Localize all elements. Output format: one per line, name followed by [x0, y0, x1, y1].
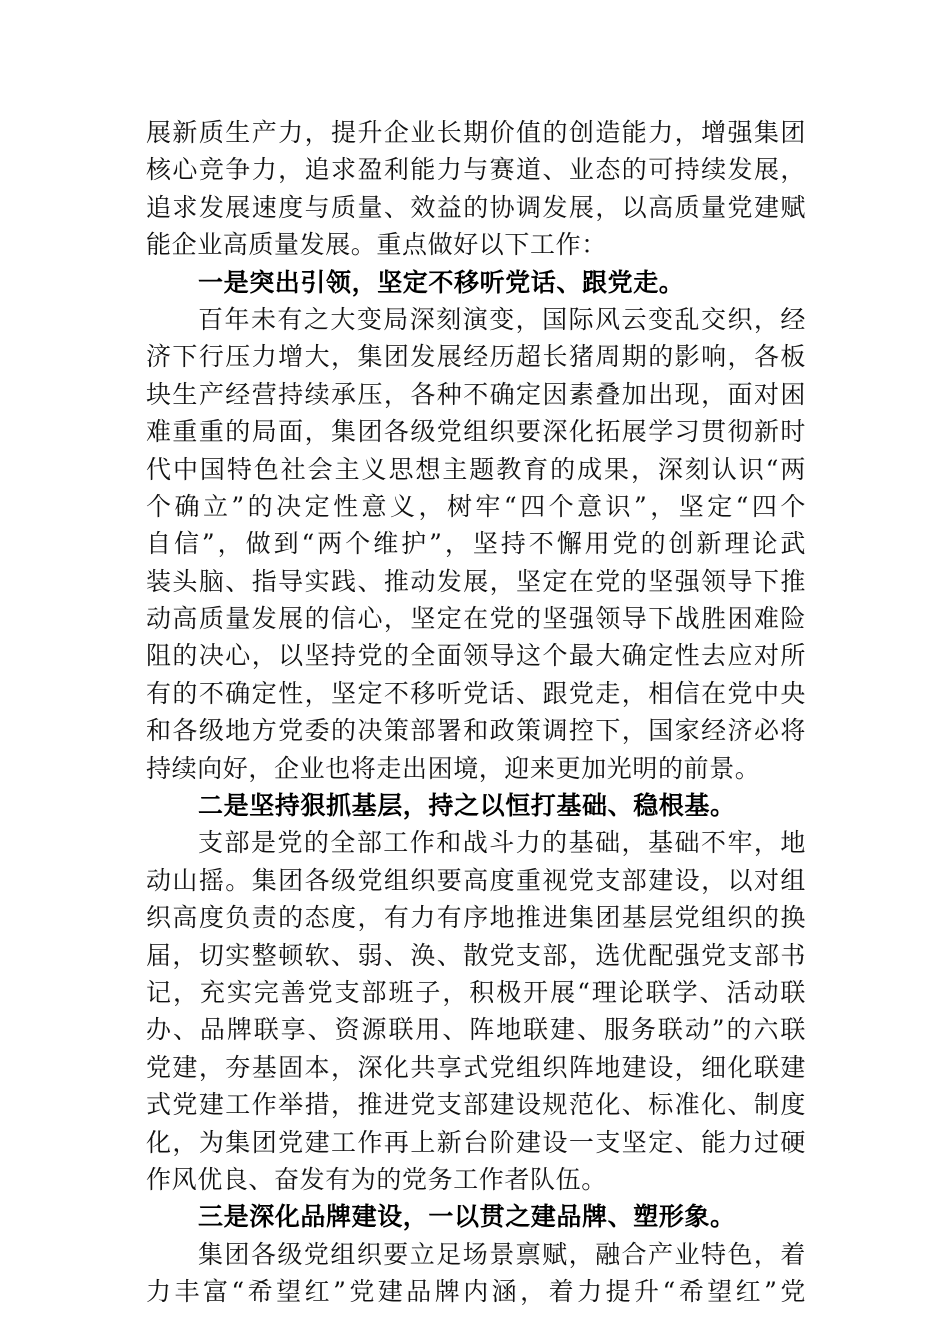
body-line: 能企业高质量发展。重点做好以下工作：	[146, 230, 607, 260]
body-line: 办、品牌联享、资源联用、阵地联建、服务联动”的六联	[146, 1015, 806, 1045]
body-line: 追求发展速度与质量、效益的协调发展，以高质量党建赋	[146, 192, 806, 222]
body-line: 阻的决心，以坚持党的全面领导这个最大确定性去应对所	[146, 641, 806, 671]
body-line: 块生产经营持续承压，各种不确定因素叠加出现，面对困	[146, 379, 806, 409]
body-line: 作风优良、奋发有为的党务工作者队伍。	[146, 1164, 607, 1194]
body-line: 个确立”的决定性意义，树牢“四个意识”，坚定“四个	[146, 491, 806, 521]
body-line: 届，切实整顿软、弱、涣、散党支部，选优配强党支部书	[146, 940, 806, 970]
body-line: 力丰富“希望红”党建品牌内涵，着力提升“希望红”党	[146, 1277, 806, 1307]
body-line: 和各级地方党委的决策部署和政策调控下，国家经济必将	[146, 716, 806, 746]
body-line: 展新质生产力，提升企业长期价值的创造能力，增强集团	[146, 118, 806, 147]
section-heading-2: 二是坚持狠抓基层，持之以恒打基础、稳根基。	[198, 791, 736, 821]
body-line: 记，充实完善党支部班子，积极开展“理论联学、活动联	[146, 977, 806, 1007]
body-line: 式党建工作举措，推进党支部建设规范化、标准化、制度	[146, 1090, 806, 1120]
section-heading-1: 一是突出引领，坚定不移听党话、跟党走。	[198, 267, 685, 297]
body-line: 代中国特色社会主义思想主题教育的成果，深刻认识“两	[146, 454, 806, 484]
body-line: 自信”，做到“两个维护”，坚持不懈用党的创新理论武	[146, 529, 806, 559]
body-line: 动高质量发展的信心，坚定在党的坚强领导下战胜困难险	[146, 604, 806, 634]
body-line: 济下行压力增大，集团发展经历超长猪周期的影响，各板	[146, 342, 806, 372]
body-line: 核心竞争力，追求盈利能力与赛道、业态的可持续发展，	[146, 155, 806, 185]
body-line: 党建，夯基固本，深化共享式党组织阵地建设，细化联建	[146, 1052, 806, 1082]
document-body	[146, 114, 806, 1311]
body-line: 百年未有之大变局深刻演变，国际风云变乱交织，经	[198, 304, 806, 334]
body-line: 支部是党的全部工作和战斗力的基础，基础不牢，地	[198, 828, 806, 858]
body-line: 持续向好，企业也将走出困境，迎来更加光明的前景。	[146, 753, 761, 783]
body-line: 难重重的局面，集团各级党组织要深化拓展学习贯彻新时	[146, 417, 806, 447]
body-line: 织高度负责的态度，有力有序地推进集团基层党组织的换	[146, 903, 806, 933]
body-line: 有的不确定性，坚定不移听党话、跟党走，相信在党中央	[146, 678, 806, 708]
body-line: 装头脑、指导实践、推动发展，坚定在党的坚强领导下推	[146, 566, 806, 596]
body-line: 动山摇。集团各级党组织要高度重视党支部建设，以对组	[146, 865, 806, 895]
body-line: 化，为集团党建工作再上新台阶建设一支坚定、能力过硬	[146, 1127, 806, 1157]
body-line: 集团各级党组织要立足场景禀赋，融合产业特色，着	[198, 1239, 806, 1269]
section-heading-3: 三是深化品牌建设，一以贯之建品牌、塑形象。	[198, 1202, 736, 1232]
